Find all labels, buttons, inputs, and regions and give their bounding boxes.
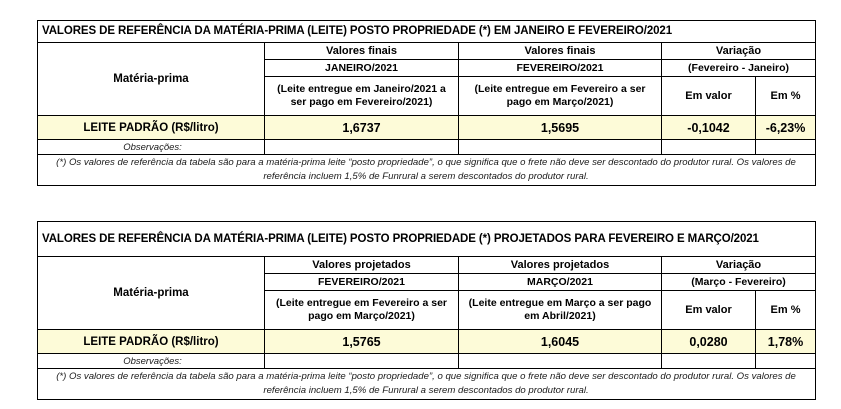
header-col2-title: Valores finais bbox=[459, 43, 662, 60]
observations-text: (*) Os valores de referência da tabela são para a matéria-prima leite “posto propriedade”, o que significa que o frete não deve ser descontado do produtor rural. Os valores de referência incluem 1,5% de Funrural a serem descontados do produtor rural. bbox=[38, 369, 816, 400]
header-col1-title: Valores finais bbox=[265, 43, 459, 60]
reference-values-table-february-march bbox=[37, 221, 815, 400]
header-em-valor: Em valor bbox=[662, 291, 756, 330]
table-title: VALORES DE REFERÊNCIA DA MATÉRIA-PRIMA (LEITE) POSTO PROPRIEDADE (*) PROJETADOS PARA FEVEREIRO E MARÇO/2021 bbox=[38, 222, 816, 257]
header-col2-period: MARÇO/2021 bbox=[459, 274, 662, 291]
observations-spacer-1 bbox=[265, 354, 459, 369]
reference-values-table-january-february bbox=[37, 20, 815, 186]
header-col1-period: FEVEREIRO/2021 bbox=[265, 274, 459, 291]
observations-label-row bbox=[38, 140, 816, 155]
header-col2-period: FEVEREIRO/2021 bbox=[459, 60, 662, 77]
cell-valor-janeiro: 1,6737 bbox=[265, 116, 459, 140]
row-label-leite-padrao: LEITE PADRÃO (R$/litro) bbox=[38, 116, 265, 140]
observations-spacer-1 bbox=[265, 140, 459, 155]
table-row bbox=[38, 116, 816, 140]
header-col2-note: (Leite entregue em Fevereiro a ser pago em Março/2021) bbox=[459, 77, 662, 116]
header-variacao-period: (Março - Fevereiro) bbox=[662, 274, 816, 291]
cell-variacao-percent: -6,23% bbox=[756, 116, 816, 140]
header-row-1 bbox=[38, 43, 816, 60]
spreadsheet-table bbox=[37, 20, 816, 186]
header-em-percent: Em % bbox=[756, 291, 816, 330]
cell-variacao-valor: 0,0280 bbox=[662, 330, 756, 354]
header-row-1 bbox=[38, 257, 816, 274]
observations-spacer-3 bbox=[662, 354, 756, 369]
cell-variacao-valor: -0,1042 bbox=[662, 116, 756, 140]
observations-spacer-2 bbox=[459, 140, 662, 155]
cell-valor-marco: 1,6045 bbox=[459, 330, 662, 354]
table-row bbox=[38, 330, 816, 354]
observations-text-row bbox=[38, 155, 816, 186]
header-col1-period: JANEIRO/2021 bbox=[265, 60, 459, 77]
header-col1-note: (Leite entregue em Fevereiro a ser pago em Março/2021) bbox=[265, 291, 459, 330]
header-col2-note: (Leite entregue em Março a ser pago em Abril/2021) bbox=[459, 291, 662, 330]
header-em-valor: Em valor bbox=[662, 77, 756, 116]
cell-valor-fevereiro: 1,5695 bbox=[459, 116, 662, 140]
observations-spacer-4 bbox=[756, 354, 816, 369]
header-col1-note: (Leite entregue em Janeiro/2021 a ser pago em Fevereiro/2021) bbox=[265, 77, 459, 116]
header-materia-prima: Matéria-prima bbox=[38, 257, 265, 330]
table-title: VALORES DE REFERÊNCIA DA MATÉRIA-PRIMA (LEITE) POSTO PROPRIEDADE (*) EM JANEIRO E FEVEREIRO/2021 bbox=[38, 21, 816, 43]
observations-spacer-4 bbox=[756, 140, 816, 155]
header-col1-title: Valores projetados bbox=[265, 257, 459, 274]
cell-valor-fevereiro: 1,5765 bbox=[265, 330, 459, 354]
observations-label: Observações: bbox=[38, 354, 265, 369]
cell-variacao-percent: 1,78% bbox=[756, 330, 816, 354]
table-title-row bbox=[38, 21, 816, 43]
observations-label: Observações: bbox=[38, 140, 265, 155]
observations-text: (*) Os valores de referência da tabela são para a matéria-prima leite “posto propriedade”, o que significa que o frete não deve ser descontado do produtor rural. Os valores de referência incluem 1,5% de Funrural a serem descontados do produtor rural. bbox=[38, 155, 816, 186]
observations-label-row bbox=[38, 354, 816, 369]
header-variacao-period: (Fevereiro - Janeiro) bbox=[662, 60, 816, 77]
header-materia-prima: Matéria-prima bbox=[38, 43, 265, 116]
header-col2-title: Valores projetados bbox=[459, 257, 662, 274]
row-label-leite-padrao: LEITE PADRÃO (R$/litro) bbox=[38, 330, 265, 354]
header-em-percent: Em % bbox=[756, 77, 816, 116]
observations-spacer-3 bbox=[662, 140, 756, 155]
header-variacao: Variação bbox=[662, 257, 816, 274]
spreadsheet-table bbox=[37, 221, 816, 400]
header-variacao: Variação bbox=[662, 43, 816, 60]
observations-text-row bbox=[38, 369, 816, 400]
observations-spacer-2 bbox=[459, 354, 662, 369]
table-title-row bbox=[38, 222, 816, 257]
